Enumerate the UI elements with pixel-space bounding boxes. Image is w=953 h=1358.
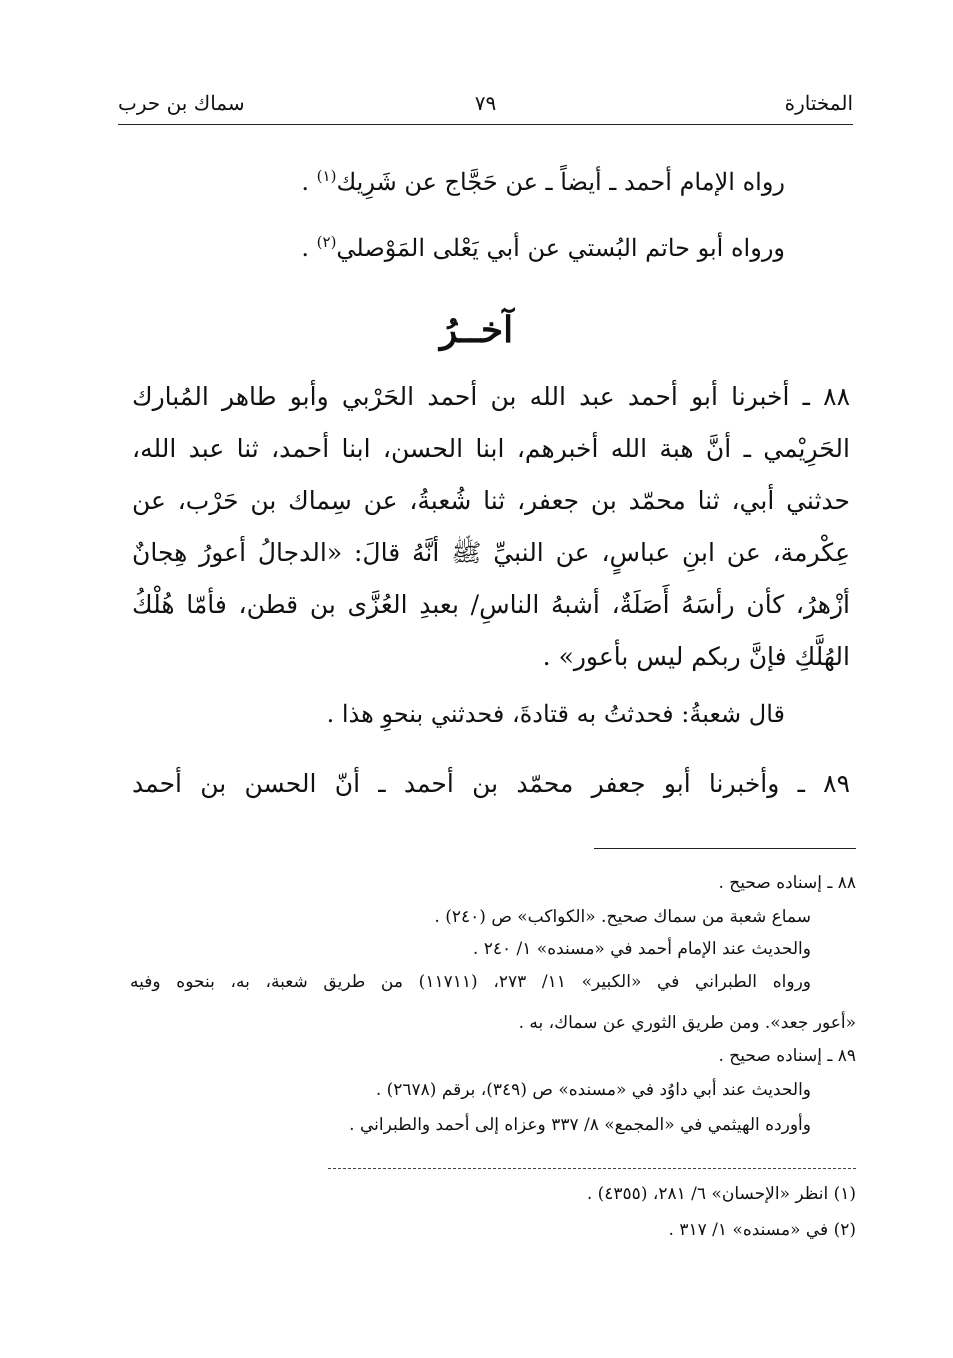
hadith-88-line-last: الهُلَّكِ فإنَّ ربكم ليس بأعور» . xyxy=(542,642,850,671)
hadith-88-line: أزْهرُ، كأن رأسَهُ أَصَلَةٌ، أشبهُ الناسِ/ بعبدِ العُزَّى بن قطن، فأمّا هُلْكُ xyxy=(132,590,850,619)
shuba-comment: قال شعبةُ: فحدثتُ به قتادةَ، فحدثني بنحوِ هذا . xyxy=(326,700,785,728)
footnote-2: (٢) في «مسنده» ١/ ٣١٧ . xyxy=(668,1220,856,1240)
note-89-line: والحديث عند أبي داوُد في «مسنده» ص (٣٤٩)، برقم (٢٦٧٨) . xyxy=(375,1080,811,1100)
footnote-separator xyxy=(328,1168,856,1169)
narration-text-2: ورواه أبو حاتم البُستي عن أبي يَعْلى المَوْصلي xyxy=(336,234,785,262)
hadith-89 xyxy=(132,764,850,804)
running-header xyxy=(118,86,853,122)
header-book-title: المختارة xyxy=(784,91,853,115)
footnote-ref-1: (١) xyxy=(316,167,337,185)
section-heading: آخــرُ xyxy=(439,309,514,351)
narration-end-2: . xyxy=(301,234,317,262)
note-88-title: ٨٨ ـ إسناده صحيح . xyxy=(718,873,856,893)
narration-line-2 xyxy=(301,222,785,268)
note-88-line: ورواه الطبراني في «الكبير» ١١/ ٢٧٣، (١١٧١١) من طريق شعبة، به، بنحوه وفيه xyxy=(130,972,811,992)
hadith-88-line: حدثني أبي، ثنا محمّد بن جعفر، ثنا شُعبةُ، عن سِماك بن حَرْب، عن xyxy=(132,486,850,515)
note-89-line: وأورده الهيثمي في «المجمع» ٨/ ٣٣٧ وعزاه إلى أحمد والطبراني . xyxy=(349,1115,811,1135)
footnote-ref-2: (٢) xyxy=(316,233,337,251)
footnote-rule xyxy=(594,848,856,849)
header-rule xyxy=(118,124,853,125)
header-chapter-title: سماك بن حرب xyxy=(118,91,245,115)
page-number: ٧٩ xyxy=(474,91,497,115)
hadith-88 xyxy=(132,377,850,671)
narration-end-1: . xyxy=(301,168,317,196)
note-88-line: سماع شعبة من سماك صحيح. «الكواكب» ص (٢٤٠) . xyxy=(434,907,811,927)
hadith-88-line: الحَرِيْمي ـ أنَّ هبة الله أخبرهم، ابنا الحسن، ابنا أحمد، ثنا عبد الله، xyxy=(132,434,850,463)
narration-text-1: رواه الإمام أحمد ـ أيضاً ـ عن حَجَّاج عن شَرِيك xyxy=(336,168,785,196)
footnote-1: (١) انظر «الإحسان» ٦/ ٢٨١، (٤٣٥٥) . xyxy=(586,1184,856,1204)
hadith-89-line: ٨٩ ـ وأخبرنا أبو جعفر محمّد بن أحمد ـ أنّ الحسن بن أحمد xyxy=(132,769,850,798)
note-88-line: «أعور جعد». ومن طريق الثوري عن سماك، به . xyxy=(518,1013,856,1033)
narration-line-1 xyxy=(301,156,785,202)
hadith-88-line: ٨٨ ـ أخبرنا أبو أحمد عبد الله بن أحمد الحَرْبي وأبو طاهر المُبارك xyxy=(132,382,850,411)
note-89-title: ٨٩ ـ إسناده صحيح . xyxy=(718,1046,856,1066)
note-88-line: والحديث عند الإمام أحمد في «مسنده» ١/ ٢٤٠ . xyxy=(472,939,811,959)
hadith-88-line: عِكْرمة، عن ابنِ عباسٍ، عن النبيِّ ﷺ أنَّهُ قالَ: «الدجالُ أعورُ هِجانٌ xyxy=(132,538,850,567)
